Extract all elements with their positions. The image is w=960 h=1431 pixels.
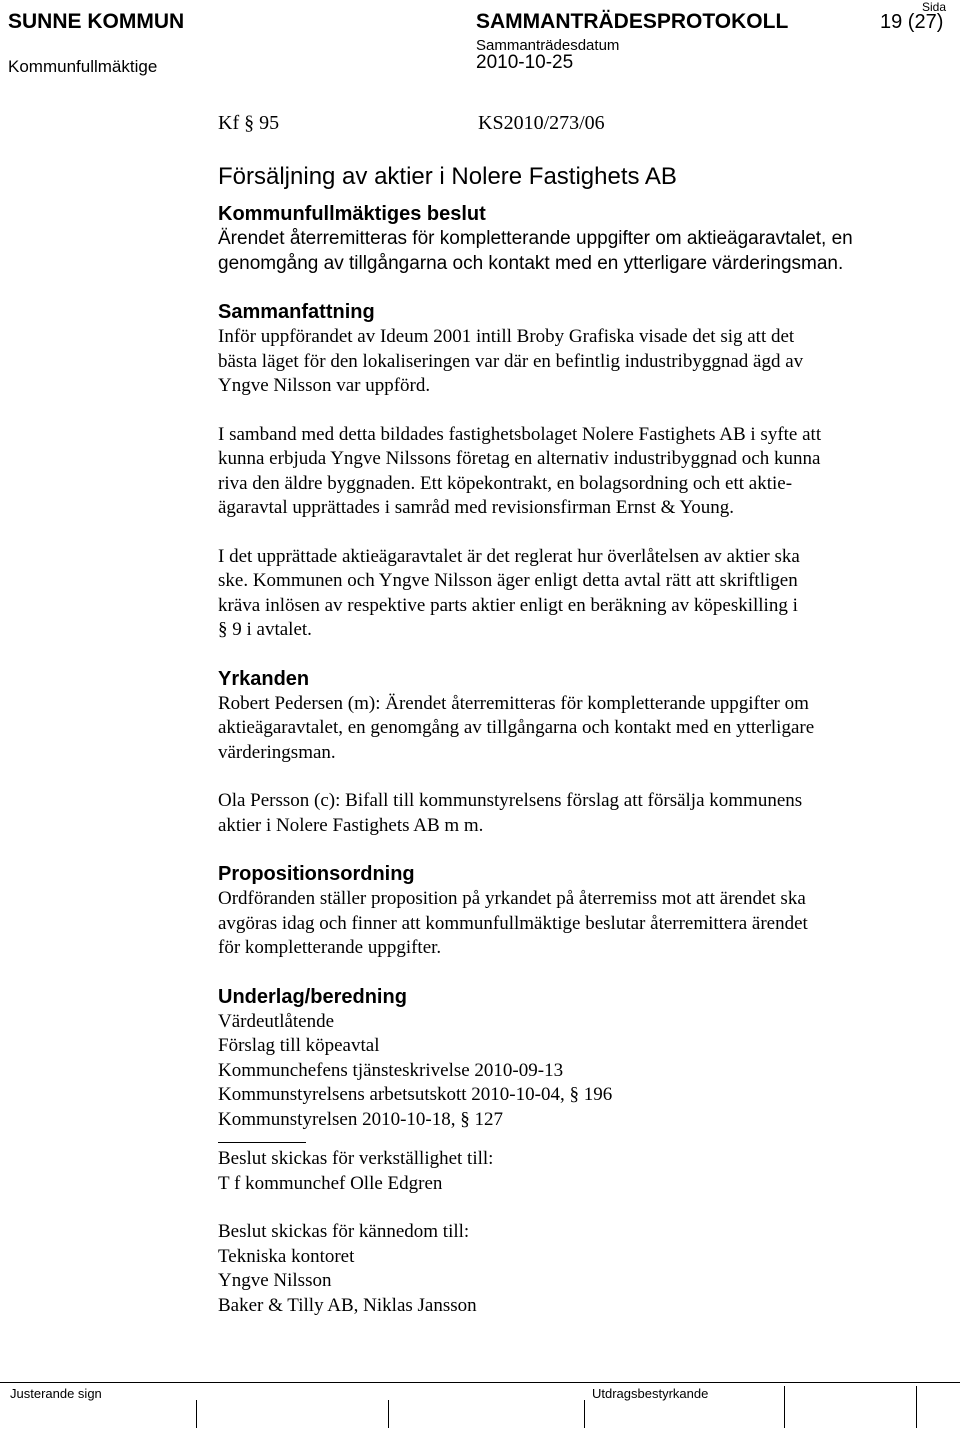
meeting-date: 2010-10-25 bbox=[476, 52, 574, 73]
text-line: värderingsman. bbox=[218, 741, 336, 763]
summary-heading: Sammanfattning bbox=[218, 301, 375, 323]
list-item: Värdeutlåtende bbox=[218, 1010, 335, 1032]
motion-2 bbox=[218, 789, 908, 838]
signature-box-divider bbox=[784, 1386, 785, 1428]
separator-line bbox=[218, 1142, 306, 1143]
text-line: Yngve Nilsson var uppförd. bbox=[218, 375, 431, 396]
text-line: avgöras idag och finner att kommunfullmäktige beslutar återremittera ärendet bbox=[218, 912, 808, 934]
text-line: Ärendet återremitteras för kompletterande uppgifter om aktieägaravtalet, en bbox=[218, 228, 853, 249]
summary-paragraph-3 bbox=[218, 545, 908, 643]
recipient: Tekniska kontoret bbox=[218, 1245, 355, 1267]
text-line: Ordföranden ställer proposition på yrkandet på återremiss mot att ärendet ska bbox=[218, 888, 806, 909]
motion-1 bbox=[218, 692, 908, 766]
protocol-body bbox=[218, 112, 908, 1318]
recipient: Yngve Nilsson bbox=[218, 1270, 332, 1291]
body-name: Kommunfullmäktige bbox=[8, 57, 158, 76]
text-line: ske. Kommunen och Yngve Nilsson äger enligt detta avtal rätt att skriftligen bbox=[218, 570, 798, 591]
text-line: I samband med detta bildades fastighetsbolaget Nolere Fastighets AB i syfte att bbox=[218, 423, 822, 445]
organization-name: SUNNE KOMMUN bbox=[8, 10, 185, 33]
list-item: Kommunstyrelsen 2010-10-18, § 127 bbox=[218, 1108, 503, 1130]
list-item: Kommunstyrelsens arbetsutskott 2010-10-04, § 196 bbox=[218, 1084, 613, 1105]
justify-sign-label: Justerande sign bbox=[10, 1386, 102, 1401]
recipient: Baker & Tilly AB, Niklas Jansson bbox=[218, 1294, 477, 1316]
distribution-info bbox=[218, 1220, 908, 1318]
motions-heading: Yrkanden bbox=[218, 667, 310, 690]
text-line: I det upprättade aktieägaravtalet är det reglerat hur överlåtelsen av aktier ska bbox=[218, 545, 800, 567]
extract-certification-label: Utdragsbestyrkande bbox=[592, 1386, 709, 1401]
text-line: för kompletterande uppgifter. bbox=[218, 937, 442, 958]
text-line: § 9 i avtalet. bbox=[218, 619, 312, 640]
text-line: genomgång av tillgångarna och kontakt med en ytterligare värderingsman. bbox=[218, 252, 844, 274]
documents-heading: Underlag/beredning bbox=[218, 985, 407, 1008]
date-label: Sammanträdesdatum bbox=[476, 37, 620, 54]
decision-text bbox=[218, 227, 908, 276]
text-line: kunna erbjuda Yngve Nilssons företag en alternativ industribyggnad och kunna bbox=[218, 448, 821, 469]
text-line: kräva inlösen av respektive parts aktier enligt en beräkning av köpeskilling i bbox=[218, 594, 798, 616]
footer-rule bbox=[0, 1382, 960, 1383]
case-reference: KS2010/273/06 bbox=[478, 112, 605, 134]
text-line: Inför uppförandet av Ideum 2001 intill Broby Grafiska visade det sig att det bbox=[218, 326, 795, 347]
text-line: aktier i Nolere Fastighets AB m m. bbox=[218, 814, 484, 836]
text-line: Ola Persson (c): Bifall till kommunstyrelsens förslag att försälja kommunens bbox=[218, 790, 803, 811]
recipient: T f kommunchef Olle Edgren bbox=[218, 1172, 443, 1194]
case-reference-row bbox=[218, 112, 908, 142]
text-line: riva den äldre byggnaden. Ett köpekontrakt, en bolagsordning och ett aktie- bbox=[218, 472, 793, 494]
paragraph-number: Kf § 95 bbox=[218, 112, 280, 134]
summary-paragraph-1 bbox=[218, 325, 908, 399]
distribution-label: Beslut skickas för verkställighet till: bbox=[218, 1148, 494, 1169]
proposition-text bbox=[218, 887, 908, 961]
page-number: 19 (27) bbox=[880, 11, 944, 33]
signature-box-divider bbox=[196, 1400, 197, 1428]
case-title: Försäljning av aktier i Nolere Fastighets AB bbox=[218, 163, 677, 190]
proposition-heading: Propositionsordning bbox=[218, 863, 415, 885]
list-item: Förslag till köpeavtal bbox=[218, 1035, 380, 1056]
text-line: bästa läget för den lokaliseringen var där en befintlig industribyggnad ägd av bbox=[218, 350, 804, 372]
document-type: SAMMANTRÄDESPROTOKOLL bbox=[476, 10, 789, 33]
signature-box-divider bbox=[916, 1386, 917, 1428]
page-label: Sida bbox=[922, 0, 947, 14]
documents-list bbox=[218, 1010, 908, 1133]
text-line: ägaravtal upprättades i samråd med revisionsfirman Ernst & Young. bbox=[218, 497, 735, 518]
list-item: Kommunchefens tjänsteskrivelse 2010-09-13 bbox=[218, 1059, 564, 1081]
text-line: aktieägaravtalet, en genomgång av tillgångarna och kontakt med en ytterligare bbox=[218, 717, 815, 738]
signature-box-divider bbox=[388, 1400, 389, 1428]
summary-paragraph-2 bbox=[218, 423, 908, 521]
text-line: Robert Pedersen (m): Ärendet återremitteras för kompletterande uppgifter om bbox=[218, 692, 809, 714]
signature-box-divider bbox=[584, 1400, 585, 1428]
distribution-label: Beslut skickas för kännedom till: bbox=[218, 1221, 470, 1242]
distribution-execution bbox=[218, 1147, 908, 1196]
decision-heading: Kommunfullmäktiges beslut bbox=[218, 203, 486, 225]
